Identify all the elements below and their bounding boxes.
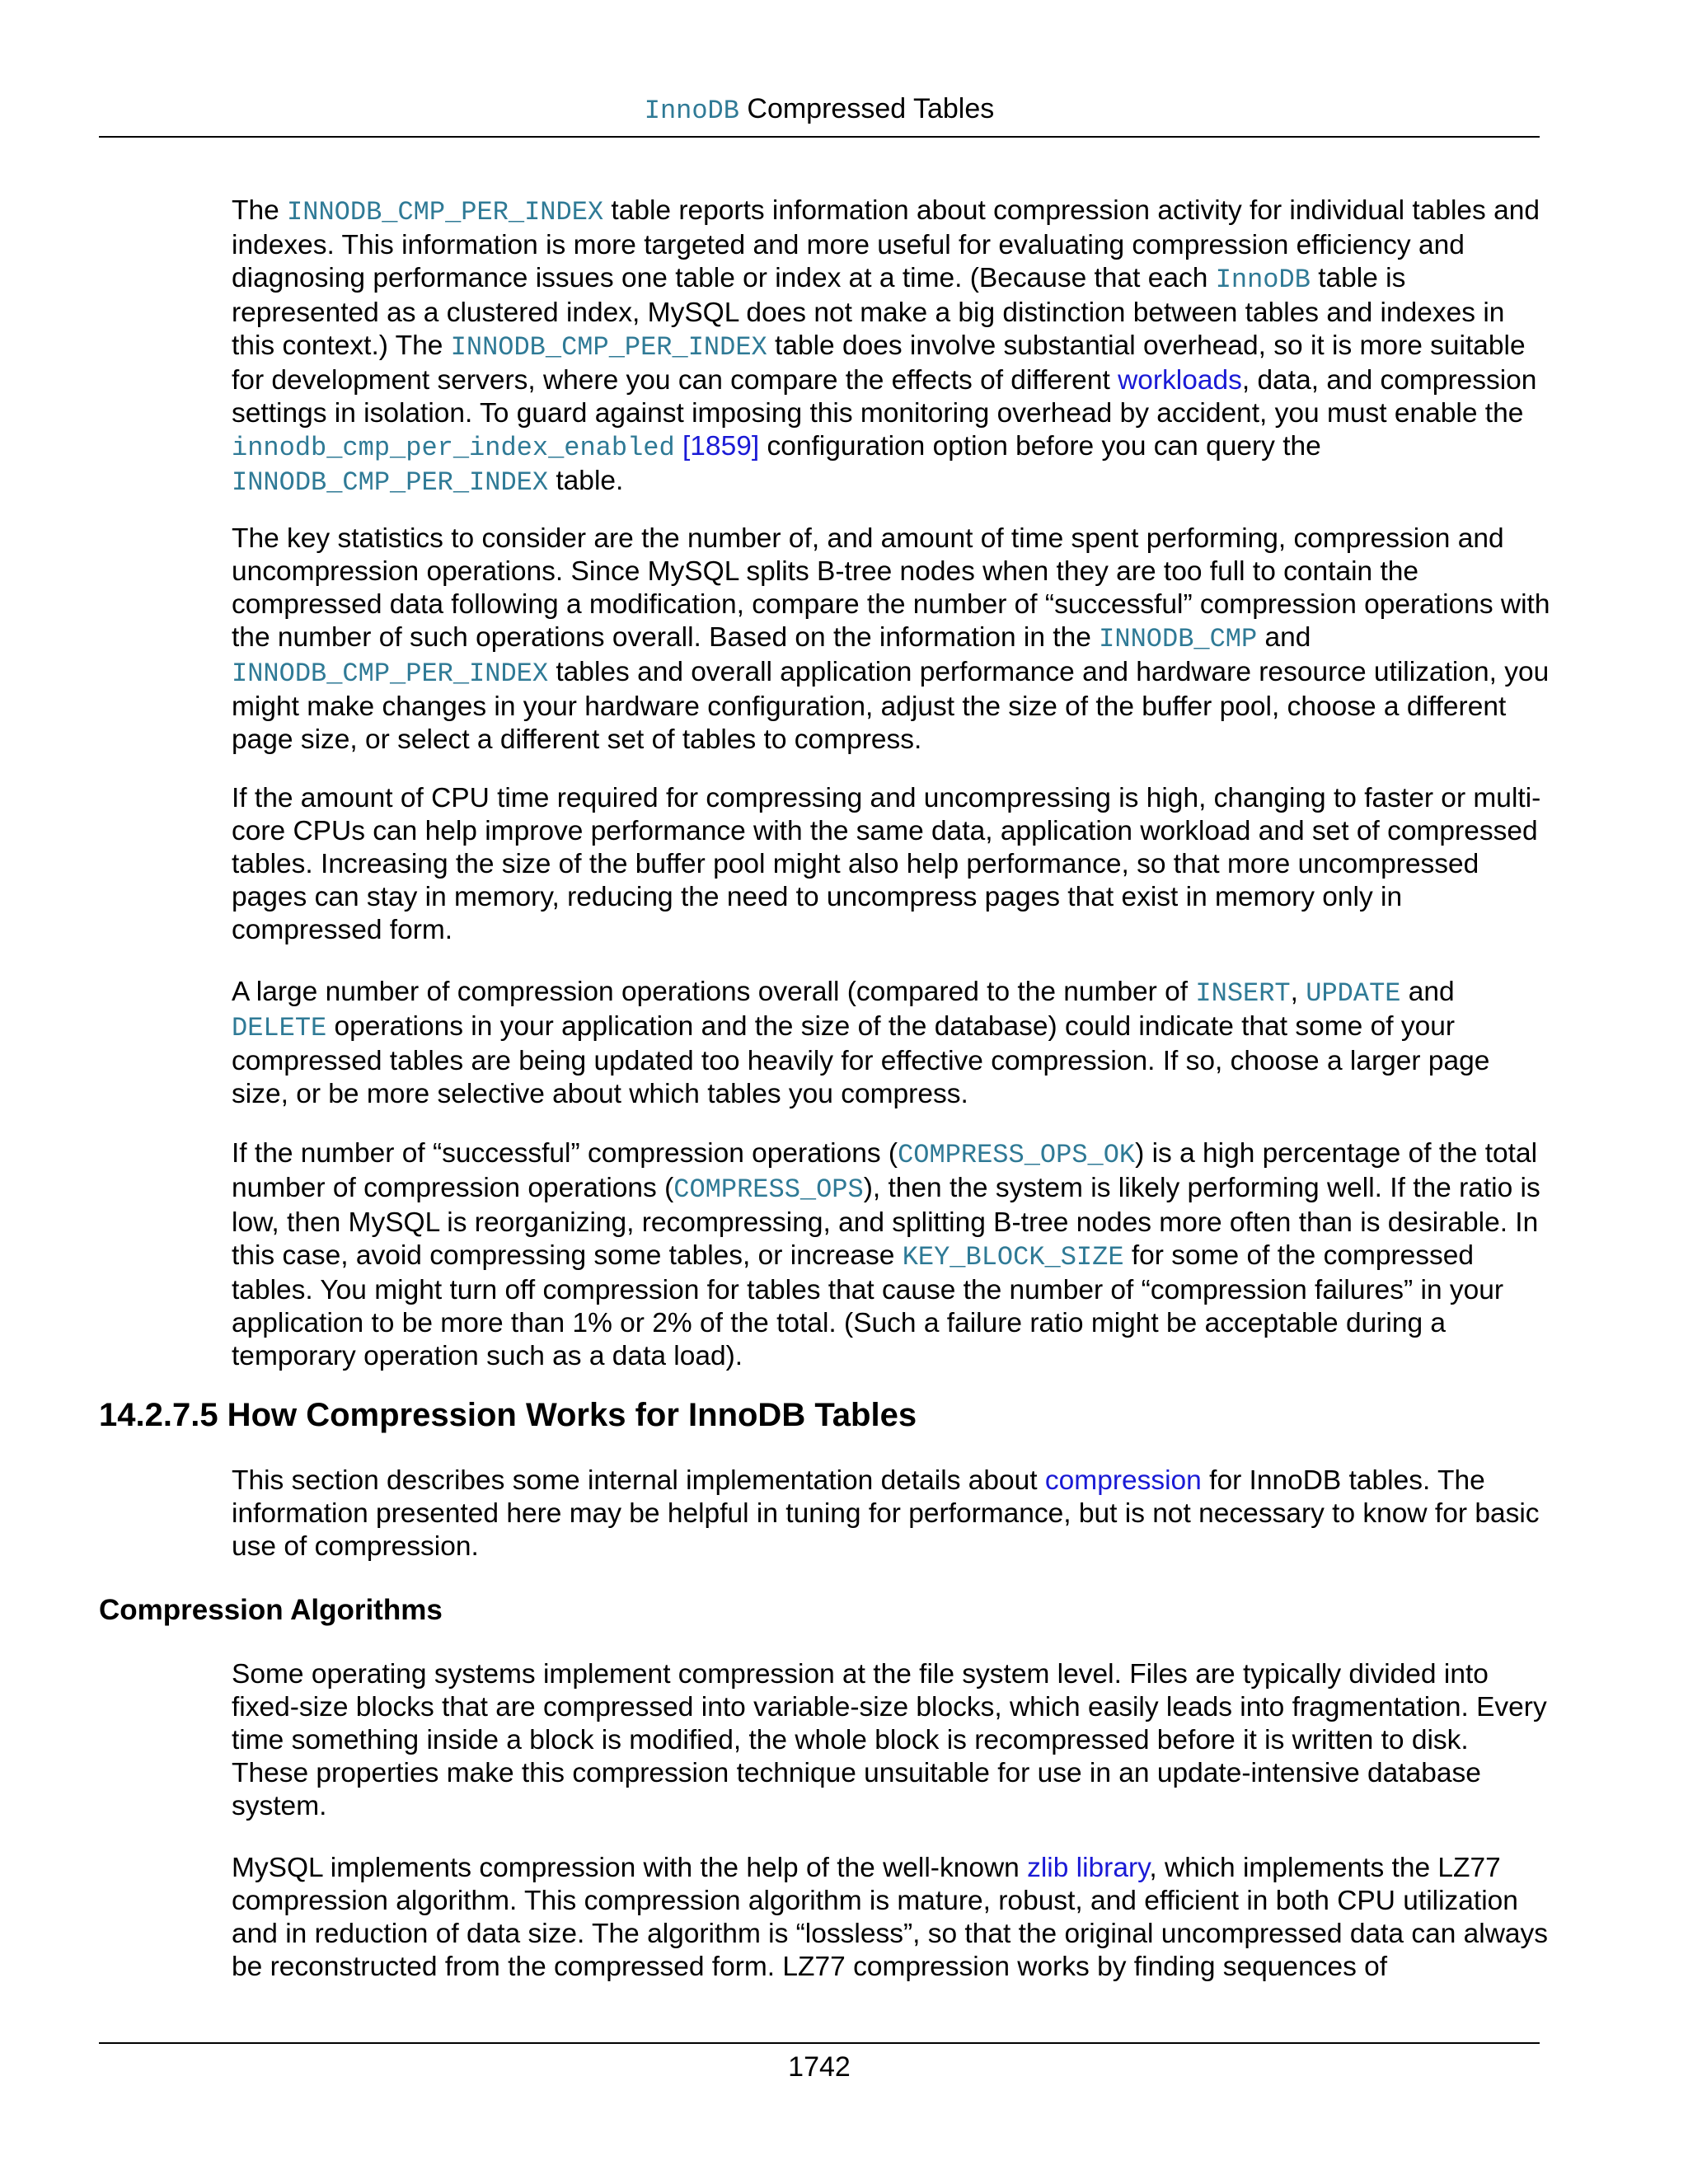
header-rule [99, 136, 1540, 138]
code-innodb-cmp-per-index-enabled[interactable]: innodb_cmp_per_index_enabled [232, 433, 675, 463]
header-code-innodb: InnoDB [644, 96, 739, 126]
code-innodb-cmp-per-index: INNODB_CMP_PER_INDEX [450, 332, 767, 363]
text: The key statistics to consider are the number of, and amount of time spent performing, compression and uncompression operations. Since MySQL splits B-tree nodes when they are too full to contain the compressed data following a modification, compare the number of “successful” compression operations with the number of such operations overall. Based on the information in the [232, 523, 1550, 653]
text: Some operating systems implement compression at the file system level. Files are typically divided into fixed-size blocks that are compressed into variable-size blocks, which easily leads into fragmentation. Every time something inside a block is modified, the whole block is recompressed before it is written to disk. These properties make this compression technique unsuitable for use in an update-intensive database system. [232, 1659, 1547, 1821]
paragraph-key-statistics [232, 523, 1550, 757]
link-zlib-library[interactable]: zlib library [1027, 1853, 1150, 1883]
text: , data, and compression settings in isolation. To guard against imposing this monitoring overhead by accident, you must enable the [232, 365, 1537, 429]
code-delete: DELETE [232, 1013, 327, 1043]
code-insert: INSERT [1195, 978, 1291, 1009]
link-compression[interactable]: compression [1044, 1465, 1202, 1496]
text: ) is a high percentage of the total number of compression operations ( [232, 1138, 1538, 1203]
code-innodb-cmp-per-index: INNODB_CMP_PER_INDEX [232, 658, 549, 689]
link-ref-1859[interactable]: [1859] [674, 431, 760, 462]
text: tables and overall application performance and hardware resource utilization, you might make changes in your hardware configuration, adjust the size of the buffer pool, choose a different page size, or select a different set of tables to compress. [232, 657, 1550, 755]
code-update: UPDATE [1306, 978, 1401, 1009]
code-innodb-cmp: INNODB_CMP [1099, 624, 1258, 654]
code-compress-ops: COMPRESS_OPS [673, 1174, 864, 1205]
text: configuration option before you can query the [759, 431, 1321, 462]
code-innodb-cmp-per-index: INNODB_CMP_PER_INDEX [287, 197, 604, 227]
code-innodb-cmp-per-index: INNODB_CMP_PER_INDEX [232, 467, 549, 498]
text: for InnoDB tables. The information presented here may be helpful in tuning for performance, but is not necessary to know for basic use of compression. [232, 1465, 1540, 1562]
text: , [1290, 977, 1306, 1007]
text: MySQL implements compression with the help of the well-known [232, 1853, 1028, 1883]
text: A large number of compression operations overall (compared to the number of [232, 977, 1196, 1007]
text: table does involve substantial overhead, so it is more suitable for development servers, where you can compare the effects of different [232, 330, 1526, 396]
text: table reports information about compression activity for individual tables and indexes. This information is more targeted and more useful for evaluating compression efficiency and diagnosing performance issues one table or index at a time. (Because that each [232, 195, 1540, 293]
paragraph-zlib [232, 1852, 1550, 1984]
paragraph-cmp-per-index [232, 194, 1550, 499]
link-workloads[interactable]: workloads [1118, 365, 1242, 396]
text: and [1400, 977, 1455, 1007]
paragraph-successful-operations [232, 1137, 1550, 1373]
text: for some of the compressed tables. You might turn off compression for tables that cause the number of “compression failures” in your application to be more than 1% or 2% of the total. (Such a failure ratio might be acceptable during a temporary operation such as a data load). [232, 1240, 1504, 1371]
code-innodb: InnoDB [1215, 265, 1311, 295]
text: If the amount of CPU time required for compressing and uncompressing is high, changing to faster or multi-core CPUs can help improve performance with the same data, application workload and set of compressed tables. Increasing the size of the buffer pool might also help performance, so that more uncompressed pages can stay in memory, reducing the need to uncompress pages that exist in memory only in compressed form. [232, 783, 1541, 945]
page-number: 1742 [788, 2051, 851, 2083]
section-heading: 14.2.7.5 How Compression Works for InnoDB Tables [99, 1397, 917, 1433]
text: and [1257, 622, 1311, 653]
footer-rule [99, 2042, 1540, 2044]
text: table is represented as a clustered index, MySQL does not make a big distinction between tables and indexes in this context.) The [232, 263, 1505, 361]
text: table. [548, 466, 624, 496]
paragraph-compression-operations [232, 976, 1550, 1111]
paragraph-section-intro [232, 1465, 1550, 1563]
text: If the number of “successful” compression operations ( [232, 1138, 898, 1169]
text: operations in your application and the size of the database) could indicate that some of your compressed tables are being updated too heavily for effective compression. If so, choose a larger page size, or be more selective about which tables you compress. [232, 1011, 1490, 1109]
text: ), then the system is likely performing well. If the ratio is low, then MySQL is reorganizing, recompressing, and splitting B-tree nodes more often than is desirable. In this case, avoid compressing some tables, or increase [232, 1173, 1540, 1271]
text: The [232, 195, 288, 226]
header-title: Compressed Tables [738, 93, 995, 124]
text: , which implements the LZ77 compression algorithm. This compression algorithm is mature, robust, and efficient in both CPU utilization and in reduction of data size. The algorithm is “lossless”, so that the original uncompressed data can always be reconstructed from the compressed form. LZ77 compression works by finding sequences of [232, 1853, 1549, 1982]
paragraph-file-system-compression [232, 1658, 1550, 1823]
code-key-block-size: KEY_BLOCK_SIZE [902, 1242, 1124, 1272]
running-header [99, 92, 1540, 128]
code-compress-ops-ok: COMPRESS_OPS_OK [898, 1140, 1136, 1170]
text: This section describes some internal implementation details about [232, 1465, 1045, 1496]
subsection-heading: Compression Algorithms [99, 1594, 443, 1626]
paragraph-cpu-time [232, 782, 1550, 947]
